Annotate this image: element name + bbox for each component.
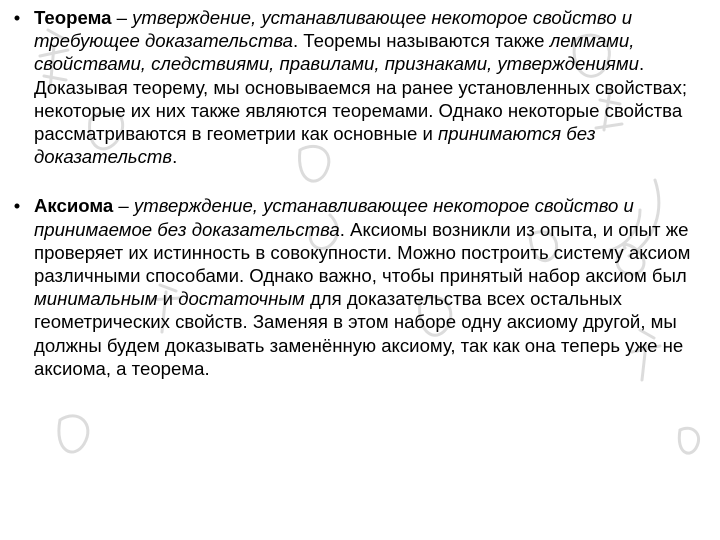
axiom-definition: утверждение, устанавливающее некоторое свойство и принимаемое без доказательства: [34, 195, 634, 240]
axiom-text-1: . Аксиомы возникли из опыта, и опыт же проверяет их истинность в совокупности. Можно построить систему аксиом различными способами. Однако важно, чтобы принятый набор аксиом был: [34, 218, 691, 287]
axiom-bullet-item: [8, 194, 716, 380]
axiom-text-2: и: [157, 288, 179, 310]
axiom-sufficient: достаточным: [178, 288, 305, 310]
bullet-marker: •: [13, 7, 21, 28]
axiom-term: Аксиома: [34, 195, 114, 217]
bullet-list: [8, 6, 716, 380]
theorem-bullet-item: [8, 6, 716, 168]
theorem-term: Теорема: [34, 7, 112, 28]
theorem-text-3: .: [172, 146, 178, 168]
theorem-synonyms: леммами, свойствами, следствиями, правилами, признаками, утверждениями: [34, 30, 639, 75]
slide-content: [8, 6, 716, 380]
theorem-accepted-without-proof: принимаются без доказательств: [34, 123, 596, 168]
axiom-minimal: минимальным: [34, 288, 158, 310]
theorem-text-1: . Теоремы называются также: [292, 30, 550, 52]
theorem-dash: –: [111, 7, 133, 28]
theorem-definition: утверждение, устанавливающее некоторое свойство и требующее доказательства: [34, 7, 633, 52]
theorem-text-2: . Доказывая теорему, мы основываемся на ранее установленных свойствах; некоторые их них также являются теоремами. Однако некоторые свойства рассматриваются в геометрии как основные и: [34, 53, 688, 145]
axiom-text-3: для доказательства всех остальных геометрических свойств. Заменяя в этом наборе одну аксиому другой, мы должны будем доказывать заменённую аксиому, так как она теперь уже не аксиома, а теорема.: [34, 288, 684, 379]
axiom-dash: –: [113, 195, 134, 217]
bullet-marker: •: [13, 195, 21, 217]
